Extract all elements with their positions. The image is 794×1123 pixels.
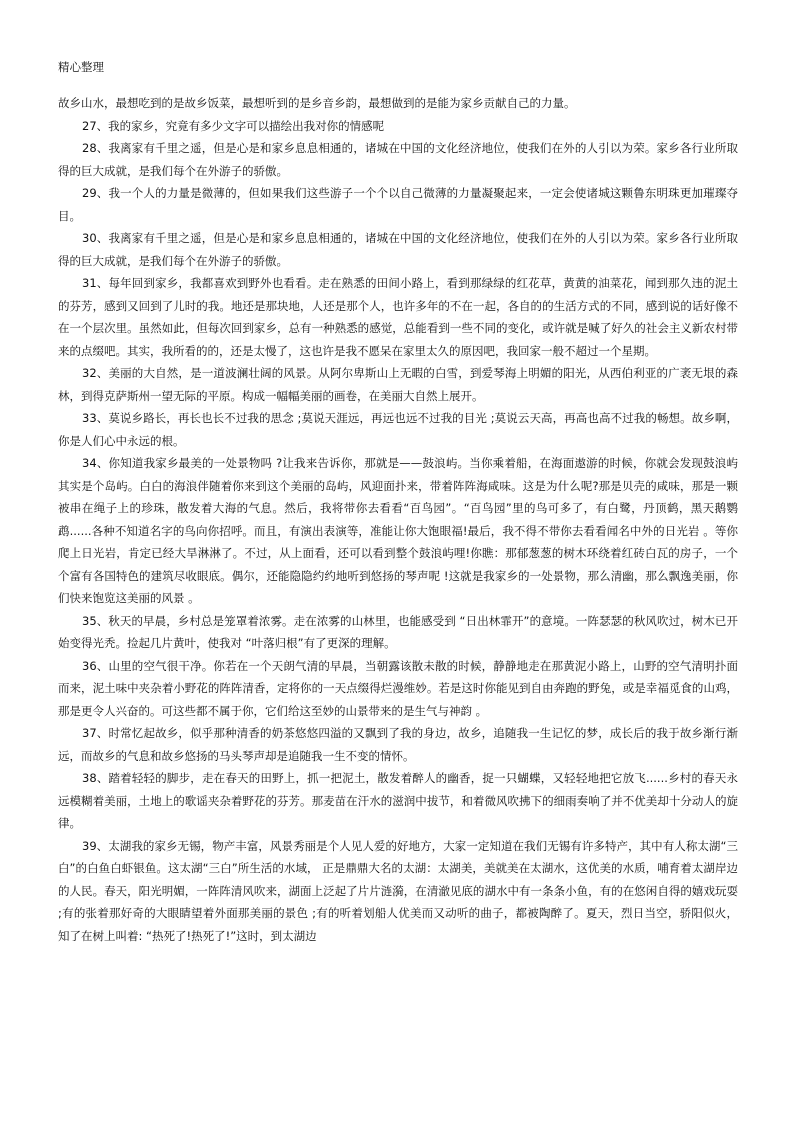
paragraph: 30、我离家有千里之遥，但是心是和家乡息息相通的，诸城在中国的文化经济地位，使我们在外的人引以为荣。家乡各行业所取得的巨大成就，是我们每个在外游子的骄傲。 xyxy=(58,231,738,268)
paragraph: 39、太湖我的家乡无锡，物产丰富，风景秀丽是个人见人爱的好地方，大家一定知道在我们无锡有许多特产，其中有人称太湖“三白”的白鱼白虾银鱼。这太湖“三白”所生活的水域， 正是鼎鼎大名的太湖：太湖美，美就美在太湖水，这优美的水质，哺育着太湖岸边的人民。春天，阳光明媚，一阵阵清风吹来，湖面上泛起了片片涟漪，在清澈见底的湖水中有一条条小鱼，有的在悠闲自得的嬉戏玩耍 ;有的张着那好奇的大眼睛望着外面那美丽的景色 ;有的听着划船人优美而又动听的曲子，都被陶醉了。夏天，烈日当空，骄阳似火， 知了在树上叫着: “热死了!热死了!”这时，到太湖边 xyxy=(58,838,738,943)
paragraph: 33、莫说乡路长，再长也长不过我的思念 ;莫说天涯远，再远也远不过我的目光 ;莫说云天高，再高也高不过我的畅想。故乡啊，你是人们心中永远的根。 xyxy=(58,411,738,448)
paragraph: 故乡山水，最想吃到的是故乡饭菜，最想听到的是乡音乡韵，最想做到的是能为家乡贡献自己的力量。 xyxy=(58,96,576,110)
paragraph: 37、时常忆起故乡，似乎那种清香的奶茶悠悠四溢的又飘到了我的身边，故乡，追随我一生记忆的梦，成长后的我于故乡渐行渐远，而故乡的气息和故乡悠扬的马头琴声却是追随我一生不变的情怀。 xyxy=(58,726,738,763)
paragraph: 34、你知道我家乡最美的一处景物吗 ?让我来告诉你，那就是——鼓浪屿。当你乘着船，在海面遨游的时候，你就会发现鼓浪屿其实是个岛屿。白白的海浪伴随着你来到这个美丽的岛屿，风迎面扑来，带着阵阵海咸味。这是为什么呢?那是贝壳的咸味，那是一颗被串在绳子上的珍珠，散发着大海的气息。然后，我将带你去看看“百鸟园”。“百鸟园”里的鸟可多了，有白鹭，丹顶鹤，黑天鹅鹦鹉......各种不知道名字的鸟向你招呼。而且，有演出表演等，准能让你大饱眼福!最后，我不得不带你去看看闻名中外的日光岩 。等你爬上日光岩，肯定已经大旱淋淋了。不过，从上面看，还可以看到整个鼓浪屿哩!你瞧：那郁葱葱的树木环绕着红砖白瓦的房子，一个个富有各国特色的建筑尽收眼底。偶尔，还能隐隐约约地听到悠扬的琴声呢 !这就是我家乡的一处景物，那么清幽，那么飘逸美丽，你们快来饱览这美丽的风景 。 xyxy=(58,456,738,605)
paragraph: 29、我一个人的力量是微薄的，但如果我们这些游子一个个以自己微薄的力量凝聚起来，一定会使诸城这颗鲁东明珠更加璀璨夺目。 xyxy=(58,186,738,223)
paragraph: 36、山里的空气很干净。你若在一个天朗气清的早晨，当朝露该散未散的时候，静静地走在那黄泥小路上，山野的空气清明扑面而来，泥土味中夹杂着小野花的阵阵清香，定将你的一天点缀得烂漫维妙。若是这时你能见到自由奔跑的野兔，或是幸福觅食的山鸡，那是更令人兴奋的。可这些都不属于你，它们给这至妙的山景带来的是生气与神韵 。 xyxy=(58,658,738,718)
paragraph: 32、美丽的大自然，是一道波澜壮阔的风景。从阿尔卑斯山上无暇的白雪，到爱琴海上明媚的阳光，从西伯利亚的广袤无垠的森林，到得克萨斯州一望无际的平原。构成一幅幅美丽的画卷，在美丽大自然上展开。 xyxy=(58,366,738,403)
document-body xyxy=(58,92,738,947)
paragraph: 31、每年回到家乡，我都喜欢到野外也看看。走在熟悉的田间小路上，看到那绿绿的红花草，黄黄的油菜花，闻到那久违的泥土的芬芳，感到又回到了儿时的我。地还是那块地，人还是那个人，也许多年的不在一起，各自的的生活方式的不同，感到说的话好像不在一个层次里。虽然如此，但每次回到家乡，总有一种熟悉的感觉，总能看到一些不同的变化，或许就是喊了好久的社会主义新农村带来的点缀吧。其实，我所看的的，还是太慢了，这也许是我不愿呆在家里太久的原因吧，我回家一般不超过一个星期。 xyxy=(58,276,738,358)
page-header: 精心整理 xyxy=(58,60,104,74)
paragraph: 27、我的家乡，究竟有多少文字可以描绘出我对你的情感呢 xyxy=(82,118,385,133)
paragraph: 28、我离家有千里之遥，但是心是和家乡息息相通的，诸城在中国的文化经济地位，使我们在外的人引以为荣。家乡各行业所取得的巨大成就，是我们每个在外游子的骄傲。 xyxy=(58,141,738,178)
paragraph: 38、踏着轻轻的脚步，走在春天的田野上，抓一把泥土，散发着醉人的幽香，捉一只蝴蝶，又轻轻地把它放飞......乡村的春天永远模糊着美丽，土地上的歌谣夹杂着野花的芬芳。那麦苗在汗水的滋润中拔节，和着微风吹拂下的细雨奏响了并不优美却十分动人的旋律。 xyxy=(58,771,738,830)
paragraph: 35、秋天的早晨，乡村总是笼罩着浓雾。走在浓雾的山林里，也能感受到 “日出林霏开”的意境。一阵瑟瑟的秋风吹过，树木已开始变得光秃。捡起几片黄叶，使我对 “叶落归根”有了更深的理解。 xyxy=(58,613,738,650)
